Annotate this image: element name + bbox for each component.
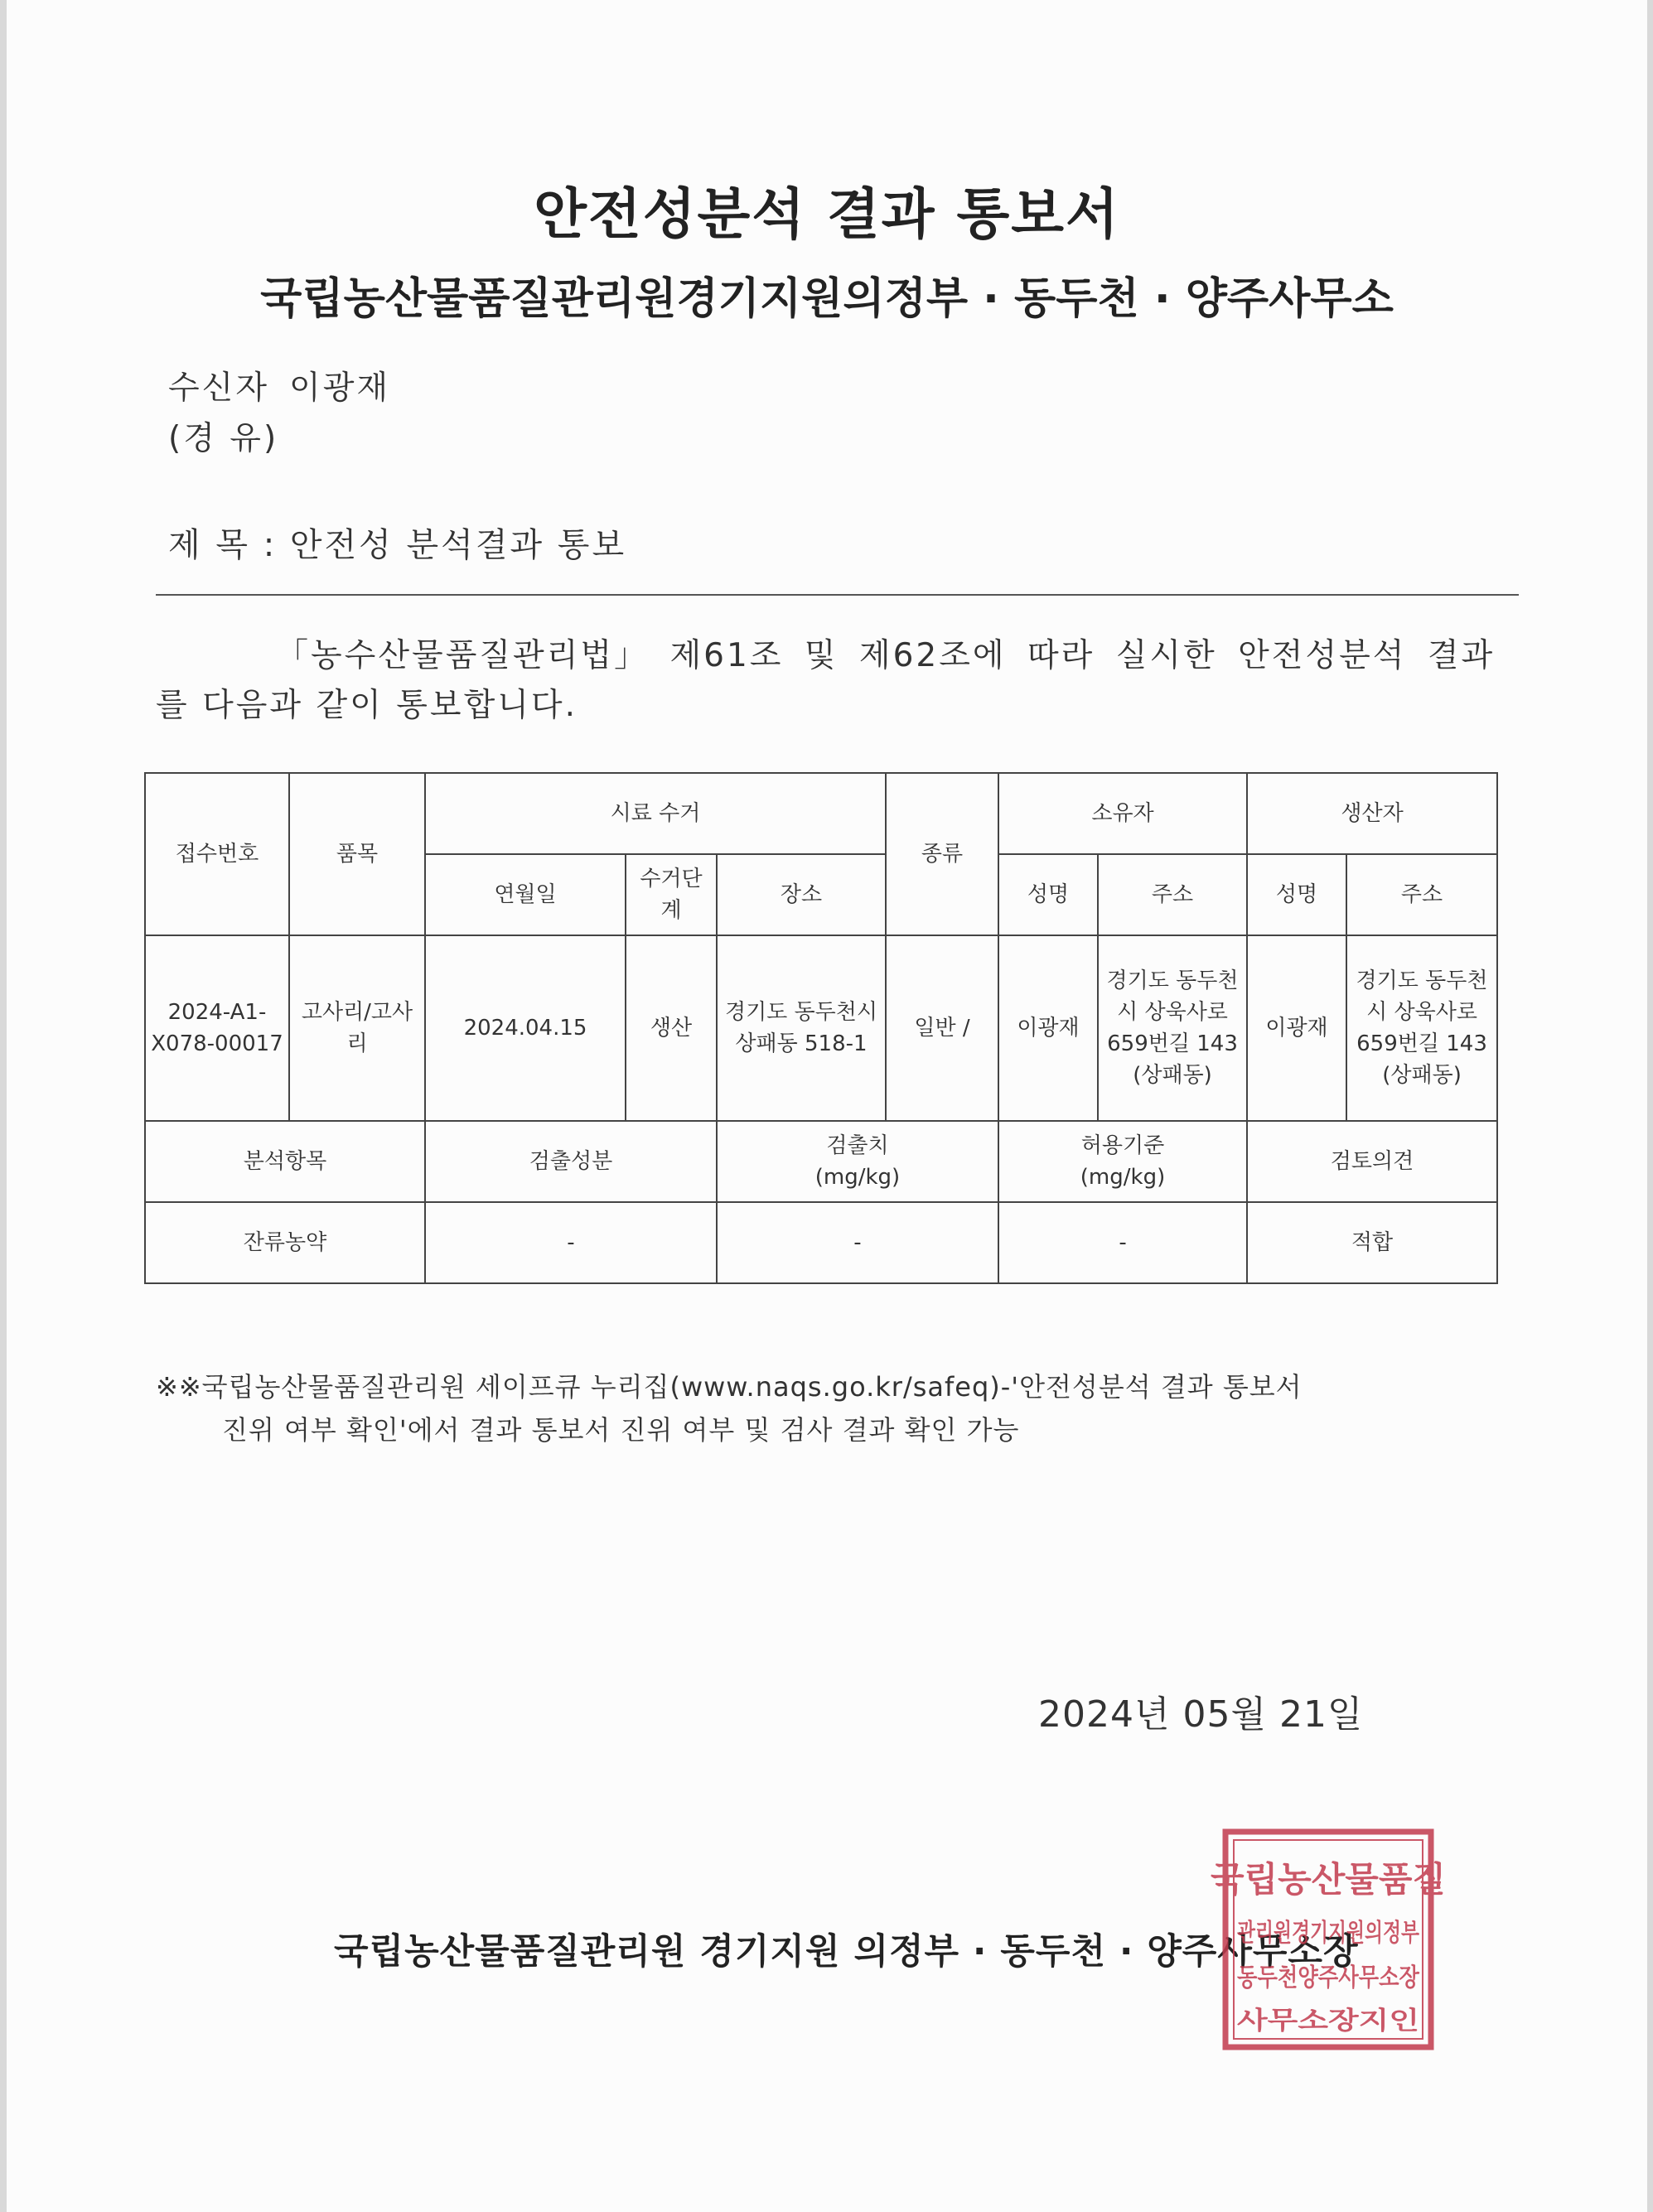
sender-signature-line: 국립농산물품질관리원 경기지원 의정부 · 동두천 · 양주사무소장: [334, 1931, 1359, 1973]
header-producer-address: 주소: [1346, 854, 1497, 935]
cell-producer-address: 경기도 동두천시 상욱사로659번길 143 (상패동): [1346, 935, 1497, 1121]
header-analysis-item: 분석항목: [145, 1121, 425, 1202]
document-title: 안전성분석 결과 통보서: [534, 182, 1120, 246]
header-producer: 생산자: [1247, 773, 1497, 854]
header-detected-value: [717, 1121, 998, 1202]
cell-detected-value: -: [717, 1202, 998, 1283]
header-item: 품목: [289, 773, 425, 935]
body-text-line-1: 「농수산물품질관리법」 제61조 및 제62조에 따라 실시한 안전성분석 결과: [276, 637, 1496, 674]
header-detected-component: 검출성분: [425, 1121, 717, 1202]
svg-text:사무소장지인: 사무소장지인: [1237, 2007, 1419, 2036]
note-line-2: 진위 여부 확인'에서 결과 통보서 진위 여부 및 검사 결과 확인 가능: [222, 1414, 1020, 1446]
cell-receipt-no: 2024-A1-X078-00017: [145, 935, 289, 1121]
via-line: (경 유): [168, 420, 279, 457]
recipient-line: [168, 362, 390, 408]
cell-stage: 생산: [626, 935, 717, 1121]
cell-producer-name: 이광재: [1247, 935, 1346, 1121]
allowed-standard-unit: (mg/kg): [1080, 1165, 1166, 1190]
header-owner-address: 주소: [1098, 854, 1247, 935]
svg-text:동두천양주사무소장: 동두천양주사무소장: [1237, 1963, 1420, 1992]
allowed-standard-label: 허용기준: [1080, 1133, 1165, 1158]
issue-date: 2024년 05월 21일: [1038, 1693, 1364, 1736]
cell-analysis-item: 잔류농약: [145, 1202, 425, 1283]
cell-item: 고사리/고사리: [289, 935, 425, 1121]
svg-text:국립농산물품질: 국립농산물품질: [1210, 1859, 1447, 1900]
header-review-opinion: 검토의견: [1247, 1121, 1497, 1202]
header-sample-collection: 시료 수거: [425, 773, 886, 854]
recipient-name: 이광재: [289, 369, 391, 407]
cell-type: 일반 /: [886, 935, 998, 1121]
organization-heading: 국립농산물품질관리원경기지원의정부 · 동두천 · 양주사무소: [260, 274, 1394, 324]
recipient-label: 수신자: [168, 369, 270, 407]
cell-owner-address: 경기도 동두천시 상욱사로659번길 143 (상패동): [1098, 935, 1247, 1121]
cell-owner-name: 이광재: [998, 935, 1098, 1121]
header-divider: [156, 594, 1519, 596]
official-seal: [1210, 1827, 1447, 2052]
cell-place: 경기도 동두천시 상패동 518-1: [717, 935, 886, 1121]
results-table: [144, 772, 1498, 1284]
cell-review-opinion: 적합: [1247, 1202, 1497, 1283]
header-allowed-standard: [998, 1121, 1247, 1202]
cell-allowed-standard: -: [998, 1202, 1247, 1283]
document-page: [7, 0, 1647, 2212]
header-place: 장소: [717, 854, 886, 935]
header-date: 연월일: [425, 854, 626, 935]
detected-value-label: 검출치: [826, 1133, 889, 1158]
verification-note: [156, 1365, 1303, 1451]
header-owner: 소유자: [998, 773, 1247, 854]
svg-text:관리원경기지원의정부: 관리원경기지원의정부: [1237, 1919, 1420, 1948]
header-receipt-no: 접수번호: [145, 773, 289, 935]
header-producer-name: 성명: [1247, 854, 1346, 935]
header-stage: 수거단계: [626, 854, 717, 935]
body-text-line-2: 를 다음과 같이 통보합니다.: [156, 687, 578, 724]
cell-date: 2024.04.15: [425, 935, 626, 1121]
header-owner-name: 성명: [998, 854, 1098, 935]
cell-detected-component: -: [425, 1202, 717, 1283]
note-line-1: ※※국립농산물품질관리원 세이프큐 누리집(www.naqs.go.kr/safeq)-'안전성분석 결과 통보서: [156, 1371, 1303, 1403]
subject-line: 제 목 : 안전성 분석결과 통보: [168, 526, 627, 564]
header-type: 종류: [886, 773, 998, 935]
detected-value-unit: (mg/kg): [814, 1165, 901, 1190]
